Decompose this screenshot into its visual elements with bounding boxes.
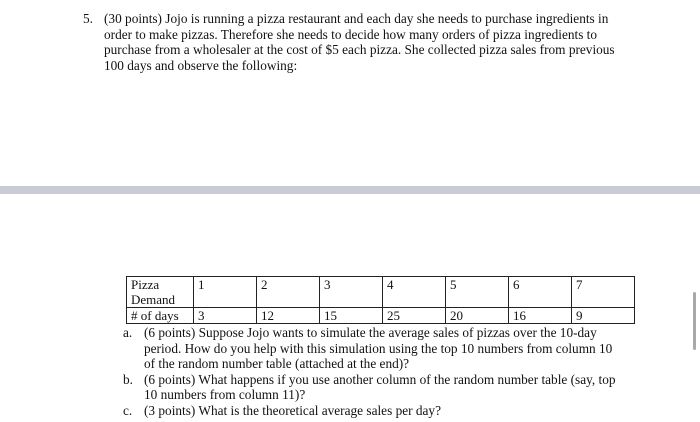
question-number: 5. [83, 11, 93, 26]
part-a [110, 325, 620, 372]
demand-cell: 4 [383, 277, 446, 308]
days-cell: 16 [509, 308, 572, 324]
part-b [110, 372, 620, 403]
demand-cell: 7 [572, 277, 635, 308]
demand-cell: 2 [257, 277, 320, 308]
part-c [110, 403, 620, 419]
table-row [127, 277, 635, 308]
days-cell: 20 [446, 308, 509, 324]
part-text: (6 points) Suppose Jojo wants to simulate the average sales of pizzas over the 10-day period. How do you help with this simulation using the top 10 numbers from column 10 of the random number table (attached at the end)? [144, 325, 613, 371]
part-letter: c. [123, 402, 133, 418]
days-cell: 25 [383, 308, 446, 324]
question-text: (30 points) Jojo is running a pizza restaurant and each day she needs to purchase ingredients in order to make pizzas. Therefore she needs to decide how many orders of pizza ingredients to purchase from a wholesaler at the cost of $5 each pizza. She collected pizza sales from previous 100 days and observe the following: [104, 11, 615, 73]
question-parts [110, 325, 620, 418]
days-cell: 12 [257, 308, 320, 324]
demand-cell: 3 [320, 277, 383, 308]
part-text: (3 points) What is the theoretical average sales per day? [144, 402, 441, 418]
scrollbar[interactable] [693, 292, 696, 350]
part-letter: a. [123, 325, 133, 340]
demand-cell: 6 [509, 277, 572, 308]
days-cell: 3 [194, 308, 257, 324]
part-letter: b. [123, 371, 133, 387]
page-divider [0, 186, 700, 194]
row-label-demand: Pizza Demand [127, 277, 194, 308]
demand-cell: 1 [194, 277, 257, 308]
row-label-days: # of days [127, 308, 194, 324]
part-text: (6 points) What happens if you use another column of the random number table (say, top 10 numbers from column 11)? [144, 371, 616, 402]
demand-table [126, 276, 635, 324]
days-cell: 9 [572, 308, 635, 324]
demand-cell: 5 [446, 277, 509, 308]
days-cell: 15 [320, 308, 383, 324]
table-row [127, 308, 635, 324]
question-block [83, 11, 624, 73]
